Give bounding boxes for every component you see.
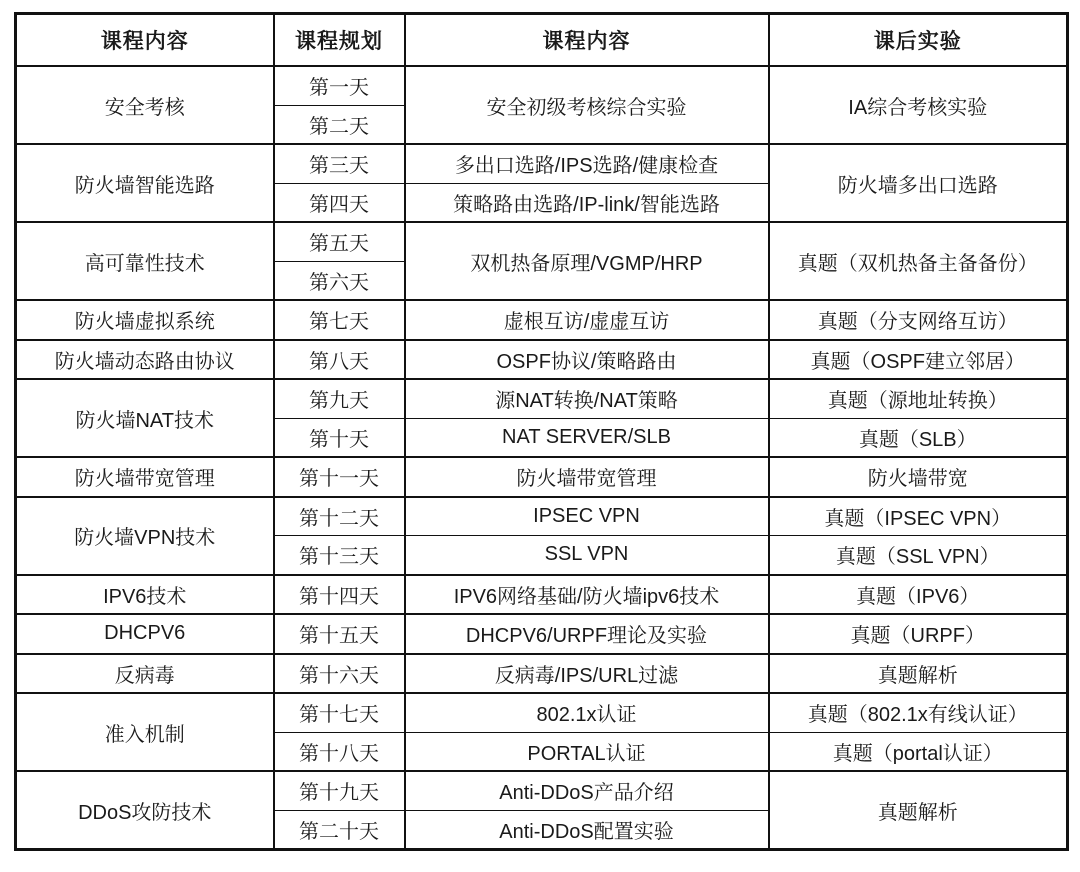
cell-content: 802.1x认证 — [405, 693, 769, 732]
cell-content: 双机热备原理/VGMP/HRP — [405, 222, 769, 300]
table-row — [16, 654, 1068, 694]
cell-topic: DDoS攻防技术 — [16, 771, 274, 850]
table-row — [16, 300, 1068, 340]
cell-lab: 真题（分支网络互访） — [769, 300, 1068, 340]
table-row — [16, 614, 1068, 654]
cell-content: 源NAT转换/NAT策略 — [405, 379, 769, 418]
cell-content: IPSEC VPN — [405, 497, 769, 536]
cell-lab: 真题（SLB） — [769, 418, 1068, 457]
cell-day: 第十九天 — [274, 771, 405, 810]
cell-topic: 防火墙NAT技术 — [16, 379, 274, 457]
cell-lab: 真题（双机热备主备备份） — [769, 222, 1068, 300]
cell-lab: 真题（802.1x有线认证） — [769, 693, 1068, 732]
column-header-1: 课程规划 — [274, 14, 405, 67]
cell-topic: 防火墙带宽管理 — [16, 457, 274, 497]
column-header-0: 课程内容 — [16, 14, 274, 67]
cell-day: 第十一天 — [274, 457, 405, 497]
table-row — [16, 497, 1068, 536]
cell-day: 第六天 — [274, 261, 405, 300]
cell-topic: 防火墙VPN技术 — [16, 497, 274, 575]
table-row — [16, 222, 1068, 261]
cell-content: SSL VPN — [405, 536, 769, 575]
cell-content: 安全初级考核综合实验 — [405, 66, 769, 144]
cell-lab: 防火墙带宽 — [769, 457, 1068, 497]
cell-content: 多出口选路/IPS选路/健康检查 — [405, 144, 769, 183]
cell-lab: 真题（IPSEC VPN） — [769, 497, 1068, 536]
cell-topic: IPV6技术 — [16, 575, 274, 615]
cell-lab: 真题（OSPF建立邻居） — [769, 340, 1068, 380]
table-row — [16, 340, 1068, 380]
cell-day: 第十四天 — [274, 575, 405, 615]
cell-topic: 准入机制 — [16, 693, 274, 771]
cell-content: Anti-DDoS产品介绍 — [405, 771, 769, 810]
cell-day: 第十天 — [274, 418, 405, 457]
cell-topic: 防火墙虚拟系统 — [16, 300, 274, 340]
cell-lab: 真题（IPV6） — [769, 575, 1068, 615]
table-row — [16, 693, 1068, 732]
cell-day: 第五天 — [274, 222, 405, 261]
cell-content: IPV6网络基础/防火墙ipv6技术 — [405, 575, 769, 615]
cell-lab: 真题（URPF） — [769, 614, 1068, 654]
cell-lab: 真题（源地址转换） — [769, 379, 1068, 418]
column-header-2: 课程内容 — [405, 14, 769, 67]
cell-day: 第二天 — [274, 105, 405, 144]
cell-topic: 防火墙动态路由协议 — [16, 340, 274, 380]
cell-lab: 真题（SSL VPN） — [769, 536, 1068, 575]
cell-lab: IA综合考核实验 — [769, 66, 1068, 144]
cell-topic: 防火墙智能选路 — [16, 144, 274, 222]
table-row — [16, 66, 1068, 105]
cell-content: 反病毒/IPS/URL过滤 — [405, 654, 769, 694]
column-header-3: 课后实验 — [769, 14, 1068, 67]
cell-day: 第三天 — [274, 144, 405, 183]
cell-day: 第十八天 — [274, 732, 405, 771]
cell-day: 第十五天 — [274, 614, 405, 654]
cell-lab: 真题解析 — [769, 771, 1068, 850]
table-row — [16, 457, 1068, 497]
cell-topic: 反病毒 — [16, 654, 274, 694]
cell-lab: 真题解析 — [769, 654, 1068, 694]
cell-lab: 防火墙多出口选路 — [769, 144, 1068, 222]
table-header — [16, 14, 1068, 67]
table-row — [16, 771, 1068, 810]
cell-day: 第一天 — [274, 66, 405, 105]
cell-topic: DHCPV6 — [16, 614, 274, 654]
cell-day: 第十三天 — [274, 536, 405, 575]
cell-day: 第九天 — [274, 379, 405, 418]
header-row — [16, 14, 1068, 67]
table-row — [16, 144, 1068, 183]
cell-content: PORTAL认证 — [405, 732, 769, 771]
cell-day: 第十六天 — [274, 654, 405, 694]
cell-content: 策略路由选路/IP-link/智能选路 — [405, 183, 769, 222]
cell-day: 第二十天 — [274, 810, 405, 850]
table-body — [16, 66, 1068, 850]
cell-lab: 真题（portal认证） — [769, 732, 1068, 771]
cell-topic: 安全考核 — [16, 66, 274, 144]
cell-day: 第十七天 — [274, 693, 405, 732]
table-row — [16, 379, 1068, 418]
cell-day: 第八天 — [274, 340, 405, 380]
table-row — [16, 575, 1068, 615]
cell-content: OSPF协议/策略路由 — [405, 340, 769, 380]
cell-content: DHCPV6/URPF理论及实验 — [405, 614, 769, 654]
cell-topic: 高可靠性技术 — [16, 222, 274, 300]
cell-content: Anti-DDoS配置实验 — [405, 810, 769, 850]
cell-content: 防火墙带宽管理 — [405, 457, 769, 497]
cell-content: NAT SERVER/SLB — [405, 418, 769, 457]
cell-day: 第四天 — [274, 183, 405, 222]
cell-day: 第七天 — [274, 300, 405, 340]
cell-day: 第十二天 — [274, 497, 405, 536]
course-schedule-table — [14, 12, 1069, 851]
cell-content: 虚根互访/虚虚互访 — [405, 300, 769, 340]
